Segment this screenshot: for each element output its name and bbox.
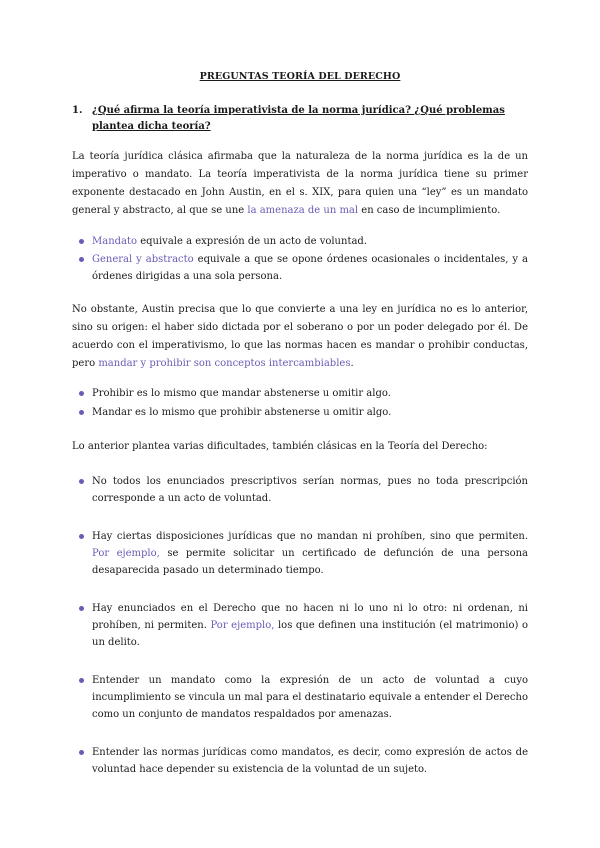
bullet-list-equivalence <box>92 385 528 421</box>
highlighted-text: mandar y prohibir son conceptos intercambiables <box>98 358 351 369</box>
list-item <box>92 744 528 778</box>
list-item <box>92 251 528 285</box>
list-item-text: equivale a que se opone órdenes ocasionales o incidentales, y a órdenes dirigidas a una sola persona. <box>92 254 529 282</box>
paragraph-austin <box>72 301 528 373</box>
list-item <box>92 672 528 723</box>
list-item <box>92 473 528 507</box>
page-title: PREGUNTAS TEORÍA DEL DERECHO <box>199 71 401 82</box>
list-item <box>92 404 528 421</box>
list-item-text: No todos los enunciados prescriptivos serían normas, pues no toda prescripción corresponde a un acto de voluntad. <box>92 476 528 504</box>
list-item <box>92 385 528 402</box>
list-item <box>92 600 528 651</box>
bullet-icon <box>79 534 84 539</box>
list-item-text: Entender un mandato como la expresión de un acto de voluntad a cuyo incumplimiento se vincula un mal para el destinatario equivale a entender el Derecho como un conjunto de mandatos respaldados por amenazas. <box>92 675 528 720</box>
highlighted-text: Por ejemplo, <box>210 620 275 631</box>
paragraph-text: . <box>350 358 354 369</box>
highlighted-text: Por ejemplo, <box>92 548 160 559</box>
paragraph-text: No obstante, Austin precisa que lo que convierte a una ley en jurídica no es lo anterior, sino su origen: el haber sido dictada por el soberano o por un poder delegado por él. De acuerdo con el imperativismo, lo que las normas hacen es mandar o prohibir conductas, pero <box>72 304 528 369</box>
list-item-text: Entender las normas jurídicas como mandatos, es decir, como expresión de actos de voluntad hace depender su existencia de la voluntad de un sujeto. <box>92 747 528 775</box>
list-item <box>92 528 528 579</box>
bullet-icon <box>79 391 84 396</box>
bullet-icon <box>79 479 84 484</box>
bullet-list-definitions <box>92 233 528 285</box>
list-item-text: Hay ciertas disposiciones jurídicas que no mandan ni prohíben, sino que permiten. <box>92 531 528 542</box>
bullet-icon <box>79 750 84 755</box>
question-number: 1. <box>72 105 83 116</box>
paragraph-difficulties: Lo anterior plantea varias dificultades, también clásicas en la Teoría del Derecho: <box>72 441 488 452</box>
highlighted-text: Mandato <box>92 236 138 247</box>
paragraph-intro <box>72 148 528 220</box>
list-item-text: los que definen una institución (el matrimonio) o un delito. <box>92 620 528 648</box>
bullet-icon <box>79 239 84 244</box>
paragraph-text: en caso de incumplimiento. <box>358 205 501 216</box>
paragraph-text: La teoría jurídica clásica afirmaba que la naturaleza de la norma jurídica es la de un imperativo o mandato. La teoría imperativista de la norma jurídica tiene su primer exponente destacado en John Austin, en el s. XIX, para quien una “ley” es un mandato general y abstracto, al que se une <box>72 151 528 216</box>
list-item-text: se permite solicitar un certificado de defunción de una persona desaparecida pasado un determinado tiempo. <box>92 548 528 576</box>
list-item-text: Hay enunciados en el Derecho que no hacen ni lo uno ni lo otro: ni ordenan, ni prohíben, ni permiten. <box>92 603 528 631</box>
list-item <box>92 233 528 250</box>
question-heading <box>72 103 532 135</box>
bullet-icon <box>79 606 84 611</box>
list-item-text: Mandar es lo mismo que prohibir abstenerse u omitir algo. <box>92 407 392 418</box>
bullet-icon <box>79 257 84 262</box>
bullet-list-difficulties <box>92 473 528 778</box>
highlighted-text: General y abstracto <box>92 254 194 265</box>
list-item-text: Prohibir es lo mismo que mandar abstenerse u omitir algo. <box>92 388 391 399</box>
highlighted-text: la amenaza de un mal <box>247 205 359 216</box>
list-item-text: equivale a expresión de un acto de voluntad. <box>137 236 368 247</box>
bullet-icon <box>79 678 84 683</box>
bullet-icon <box>79 410 84 415</box>
question-text: ¿Qué afirma la teoría imperativista de la norma jurídica? ¿Qué problemas plantea dicha teoría? <box>92 105 505 132</box>
